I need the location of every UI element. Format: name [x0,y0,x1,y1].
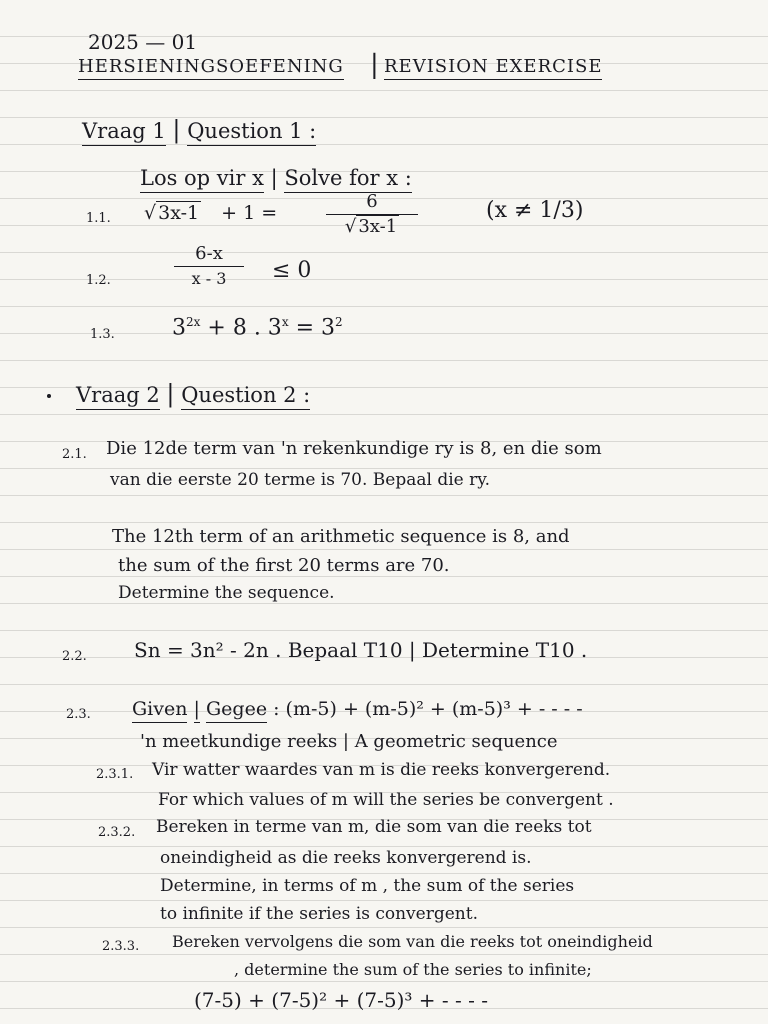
label-1-2: 1.2. [86,273,111,288]
q2-3-3-line-1: Bereken vervolgens die som van die reeks tot oneindigheid [172,932,653,951]
q2-1-english-line-3: Determine the sequence. [118,583,335,603]
label-2-2: 2.2. [62,649,87,664]
equation-1-3: $3^{2x} + 8$ . $3^x = 3^2$ [172,315,343,341]
label-2-3: 2.3. [66,707,91,722]
label-2-3-2: 2.3.2. [98,825,136,840]
q2-3-3-line-2: , determine the sum of the series to infinite; [234,960,592,979]
q2-3-2-line-2: oneindigheid as die reeks konvergerend is. [160,848,532,868]
q2-1-afrikaans-line-1: Die 12de term van 'n rekenkundige ry is 8, en die som [106,438,602,459]
q2-3-line-2: 'n meetkundige reeks | A geometric sequence [140,731,558,752]
q2-3-2-line-3: Determine, in terms of m , the sum of the series [160,876,575,896]
equation-1-1-fraction: 6 √ 3x-1 [326,192,418,237]
bullet-dot [47,394,51,398]
q2-3-given: Given | Gegee : (m-5) + (m-5)² + (m-5)³ + - - - - [132,700,583,719]
label-2-3-3: 2.3.3. [102,939,140,954]
label-1-3: 1.3. [90,327,115,342]
q1-instruction: Los op vir x | Solve for x : [140,168,412,189]
q2-1-english-line-2: the sum of the first 20 terms are 70. [118,555,450,576]
q2-3-1-english: For which values of m will the series be convergent . [158,790,614,810]
q2-3-1-afrikaans: Vir watter waardes van m is die reeks konvergerend. [152,760,611,780]
label-2-1: 2.1. [62,447,87,462]
equation-1-1-condition: (x ≠ 1/3) [486,198,584,223]
q2-3-3-series: (7-5) + (7-5)² + (7-5)³ + - - - - [194,988,488,1012]
q1-heading: Vraag 1 | Question 1 : [82,116,317,144]
q2-1-english-line-1: The 12th term of an arithmetic sequence is 8, and [112,526,570,547]
q2-2-text: Sn = 3n² - 2n . Bepaal T10 | Determine T10 . [134,638,588,662]
equation-1-1-lhs: √ 3x-1 + 1 = [144,202,278,224]
date: 2025 — 01 [88,30,198,54]
label-1-1: 1.1. [86,211,111,226]
equation-1-2-rhs: ≤ 0 [272,258,312,283]
label-2-3-1: 2.3.1. [96,767,134,782]
q2-3-2-line-4: to infinite if the series is convergent. [160,904,478,924]
title-english: REVISION EXERCISE [384,58,602,76]
q2-3-2-line-1: Bereken in terme van m, die som van die reeks tot [156,817,592,837]
header-separator: | [370,50,379,80]
equation-1-2-fraction: 6-x x - 3 [174,244,244,289]
q2-1-afrikaans-line-2: van die eerste 20 terme is 70. Bepaal die ry. [110,470,490,490]
q2-heading: Vraag 2 | Question 2 : [76,380,311,408]
title-afrikaans: HERSIENINGSOEFENING [78,58,344,76]
